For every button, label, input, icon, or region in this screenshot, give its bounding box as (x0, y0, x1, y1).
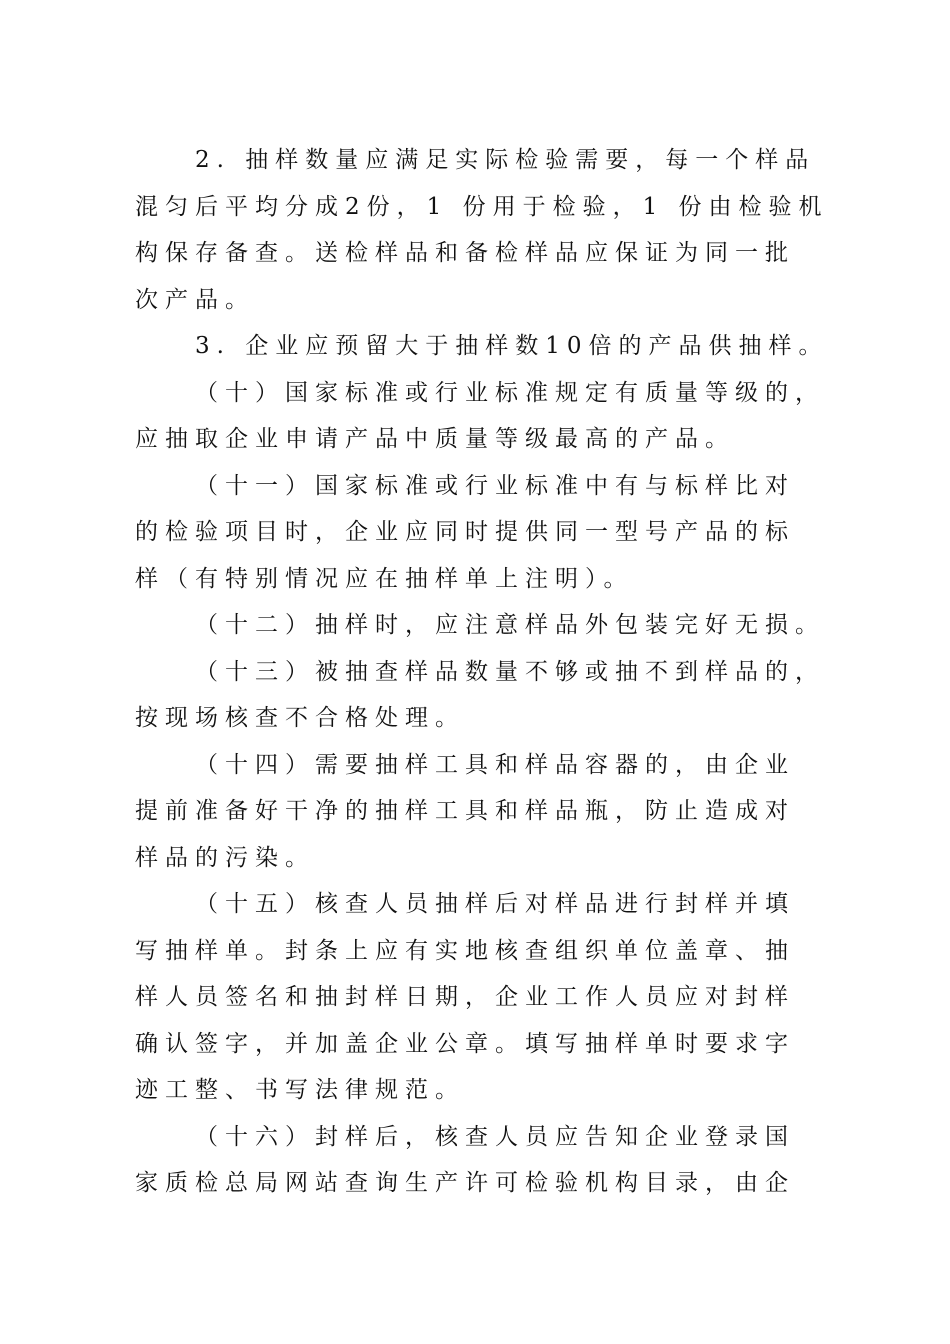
paragraph-section-15 (135, 881, 855, 1114)
paragraph-line: （十五）核查人员抽样后对样品进行封样并填 (195, 891, 795, 917)
paragraph-line: 样（有特别情况应在抽样单上注明）。 (135, 565, 634, 592)
paragraph-line: 样人员签名和抽封样日期，企业工作人员应对封样 (135, 984, 795, 1010)
paragraph-line: 按现场核查不合格处理。 (135, 705, 465, 731)
paragraph-line: 迹工整、书写法律规范。 (135, 1077, 465, 1103)
paragraph-item-2 (135, 137, 855, 323)
paragraph-line: （十三）被抽查样品数量不够或抽不到样品的， (195, 658, 825, 685)
paragraph-line: 提前准备好干净的抽样工具和样品瓶，防止造成对 (135, 798, 795, 824)
paragraph-line: 3. 企业应预留大于抽样数10倍的产品供抽样。 (195, 333, 829, 359)
paragraph-item-3 (135, 323, 855, 370)
paragraph-line: 的检验项目时，企业应同时提供同一型号产品的标 (135, 519, 795, 545)
paragraph-section-14 (135, 742, 855, 882)
paragraph-section-11 (135, 463, 855, 603)
paragraph-line: 确认签字，并加盖企业公章。填写抽样单时要求字 (135, 1030, 795, 1057)
paragraph-line: 2. 抽样数量应满足实际检验需要，每一个样品 (195, 147, 816, 173)
paragraph-line: （十二）抽样时，应注意样品外包装完好无损。 (195, 612, 825, 638)
paragraph-section-12 (135, 602, 855, 649)
paragraph-line: （十一）国家标准或行业标准中有与标样比对 (195, 472, 795, 499)
paragraph-line: （十四）需要抽样工具和样品容器的，由企业 (195, 751, 795, 778)
paragraph-line: （十六）封样后，核查人员应告知企业登录国 (195, 1123, 795, 1150)
paragraph-line: （十）国家标准或行业标准规定有质量等级的， (195, 379, 825, 406)
paragraph-line: 写抽样单。封条上应有实地核查组织单位盖章、抽 (135, 937, 795, 964)
paragraph-section-10 (135, 370, 855, 463)
paragraph-section-16 (135, 1114, 855, 1207)
paragraph-line: 应抽取企业申请产品中质量等级最高的产品。 (135, 426, 735, 452)
document-body (135, 137, 855, 1207)
paragraph-line: 样品的污染。 (135, 844, 315, 871)
paragraph-line: 构保存备查。送检样品和备检样品应保证为同一批 (135, 240, 795, 266)
paragraph-line: 混匀后平均分成2份，1 份用于检验，1 份由检验机 (135, 193, 829, 220)
paragraph-line: 家质检总局网站查询生产许可检验机构目录，由企 (135, 1170, 795, 1196)
paragraph-line: 次产品。 (135, 286, 255, 313)
paragraph-section-13 (135, 649, 855, 742)
